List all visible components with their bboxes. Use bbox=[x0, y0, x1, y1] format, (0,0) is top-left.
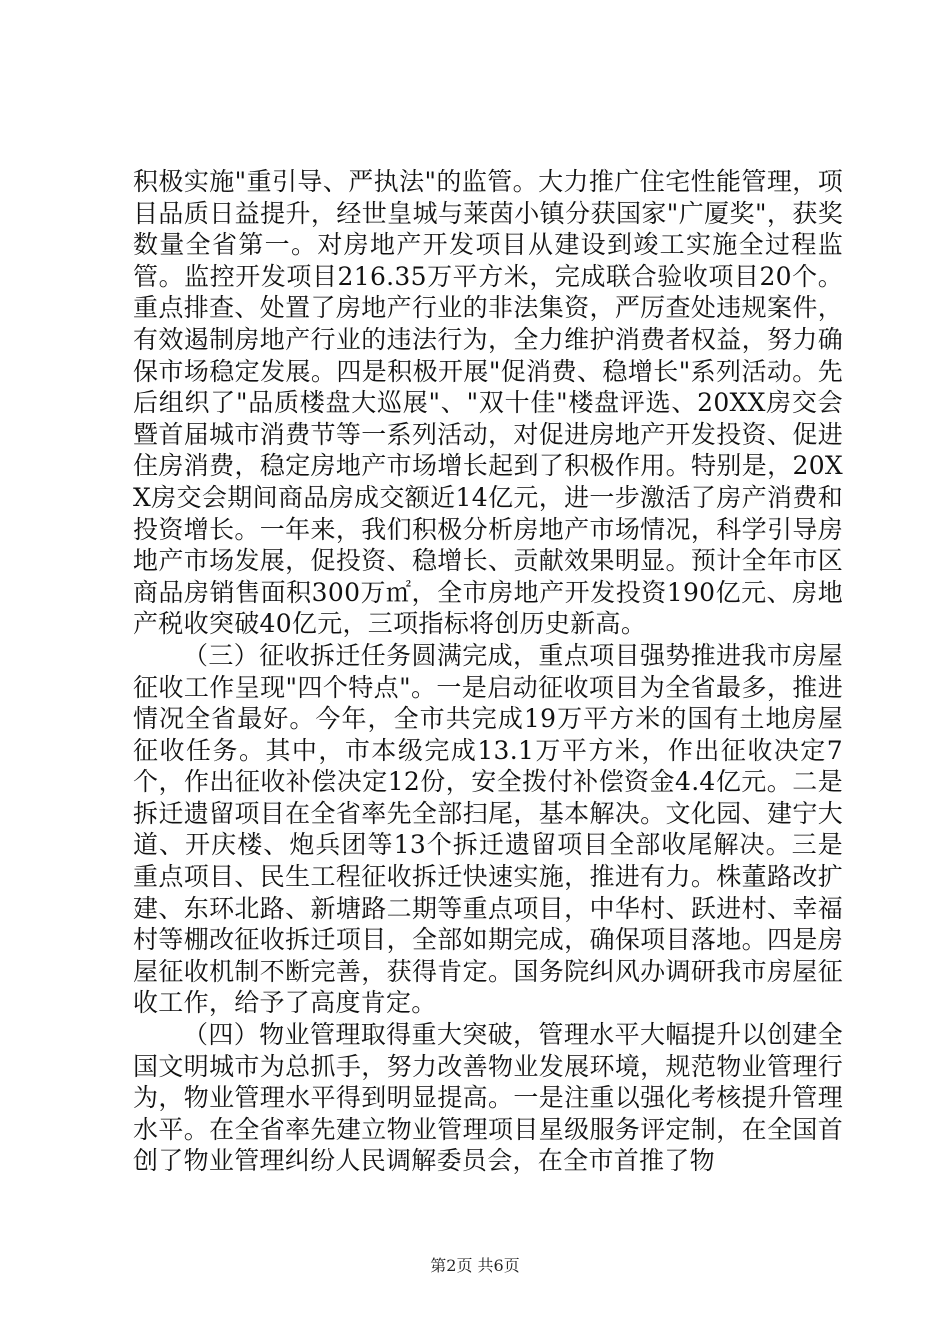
page-number-footer: 第2页 共6页 bbox=[430, 1256, 520, 1275]
document-body bbox=[133, 166, 843, 1177]
paragraph-demolition: （三）征收拆迁任务圆满完成，重点项目强势推进我市房屋征收工作呈现"四个特点"。一是启动征收项目为全省最多，推进情况全省最好。今年，全市共完成19万平方米的国有土地房屋征收任务。其中，市本级完成13.1万平方米，作出征收决定7个，作出征收补偿决定12份，安全拨付补偿资金4.4亿元。二是拆迁遗留项目在全省率先全部扫尾，基本解决。文化园、建宁大道、开庆楼、炮兵团等13个拆迁遗留项目全部收尾解决。三是重点项目、民生工程征收拆迁快速实施，推进有力。株董路改扩建、东环北路、新塘路二期等重点项目，中华村、跃进村、幸福村等棚改征收拆迁项目，全部如期完成，确保项目落地。四是房屋征收机制不断完善，获得肯定。国务院纠风办调研我市房屋征收工作，给予了高度肯定。 bbox=[133, 640, 843, 1018]
paragraph-housing-market: 积极实施"重引导、严执法"的监管。大力推广住宅性能管理，项目品质日益提升，经世皇城与莱茵小镇分获国家"广厦奖"，获奖数量全省第一。对房地产开发项目从建设到竣工实施全过程监管。监控开发项目216.35万平方米，完成联合验收项目20个。重点排查、处置了房地产行业的非法集资，严厉查处违规案件，有效遏制房地产行业的违法行为，全力维护消费者权益，努力确保市场稳定发展。四是积极开展"促消费、稳增长"系列活动。先后组织了"品质楼盘大巡展"、"双十佳"楼盘评选、20XX房交会暨首届城市消费节等一系列活动，对促进房地产开发投资、促进住房消费，稳定房地产市场增长起到了积极作用。特别是，20XX房交会期间商品房成交额近14亿元，进一步激活了房产消费和投资增长。一年来，我们积极分析房地产市场情况，科学引导房地产市场发展，促投资、稳增长、贡献效果明显。预计全年市区商品房销售面积300万㎡，全市房地产开发投资190亿元、房地产税收突破40亿元，三项指标将创历史新高。 bbox=[133, 167, 843, 639]
paragraph-property-management: （四）物业管理取得重大突破，管理水平大幅提升以创建全国文明城市为总抓手，努力改善物业发展环境，规范物业管理行为，物业管理水平得到明显提高。一是注重以强化考核提升管理水平。在全省率先建立物业管理项目星级服务评定制，在全国首创了物业管理纠纷人民调解委员会，在全市首推了物 bbox=[133, 1020, 843, 1176]
